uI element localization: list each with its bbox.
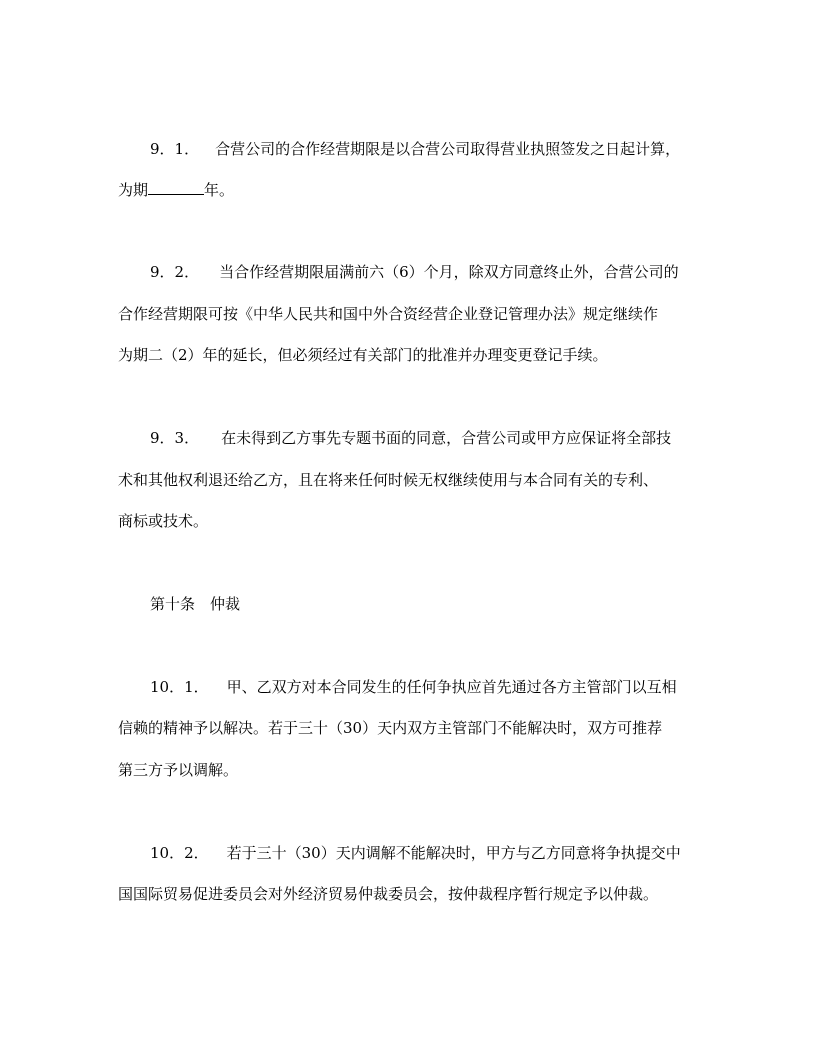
clause-9-2-text-3: 为期二（2）年的延长，但必须经过有关部门的批准并办理变更登记手续。 (118, 346, 608, 364)
clause-9-1-suffix: 年。 (204, 181, 235, 199)
clause-10-2-text-2: 国国际贸易促进委员会对外经济贸易仲裁委员会，按仲裁程序暂行规定予以仲裁。 (118, 885, 659, 903)
clause-9-1-line-1 (150, 139, 735, 159)
clause-10-2-number: 10．2． (150, 844, 209, 862)
clause-9-3-number: 9．3． (150, 429, 200, 447)
clause-9-3-line-2 (118, 470, 703, 490)
clause-9-3-text-3: 商标或技术。 (118, 512, 209, 530)
clause-9-2-line-2 (118, 304, 703, 324)
clause-9-3-line-1 (150, 428, 735, 448)
clause-9-2-text-2: 合作经营期限可按《中华人民共和国中外合资经营企业登记管理办法》规定继续作 (118, 305, 659, 323)
clause-9-2-line-1 (150, 262, 735, 282)
clause-9-3-text-1: 在未得到乙方事先专题书面的同意，合营公司或甲方应保证将全部技 (221, 429, 672, 447)
clause-10-2-text-1: 若于三十（30）天内调解不能解决时，甲方与乙方同意将争执提交中 (226, 844, 681, 862)
clause-9-1-text: 合营公司的合作经营期限是以合营公司取得营业执照签发之日起计算， (215, 140, 681, 158)
clause-9-1-prefix: 为期 (118, 181, 149, 199)
clause-10-1-line-3 (118, 760, 703, 780)
term-years-blank (148, 181, 204, 195)
clause-9-2-text-1: 当合作经营期限届满前六（6）个月，除双方同意终止外，合营公司的 (219, 263, 679, 281)
clause-10-1-text-3: 第三方予以调解。 (118, 761, 239, 779)
article-10-heading (150, 594, 735, 614)
clause-10-1-number: 10．1． (150, 678, 209, 696)
clause-9-3-text-2: 术和其他权利退还给乙方，且在将来任何时候无权继续使用与本合同有关的专利、 (118, 471, 659, 489)
clause-9-1-line-2 (118, 180, 703, 200)
clause-9-1-number: 9．1． (150, 140, 200, 158)
clause-10-2-line-1 (150, 843, 735, 863)
clause-10-1-line-1 (150, 677, 735, 697)
clause-10-1-text-1: 甲、乙双方对本合同发生的任何争执应首先通过各方主管部门以互相 (226, 678, 677, 696)
clause-10-1-text-2: 信赖的精神予以解决。若于三十（30）天内双方主管部门不能解决时，双方可推荐 (118, 719, 663, 737)
clause-9-2-number: 9．2． (150, 263, 200, 281)
clause-9-3-line-3 (118, 511, 703, 531)
clause-10-1-line-2 (118, 718, 703, 738)
article-10-title: 第十条 仲裁 (150, 595, 241, 613)
clause-9-2-line-3 (118, 345, 703, 365)
clause-10-2-line-2 (118, 884, 703, 904)
